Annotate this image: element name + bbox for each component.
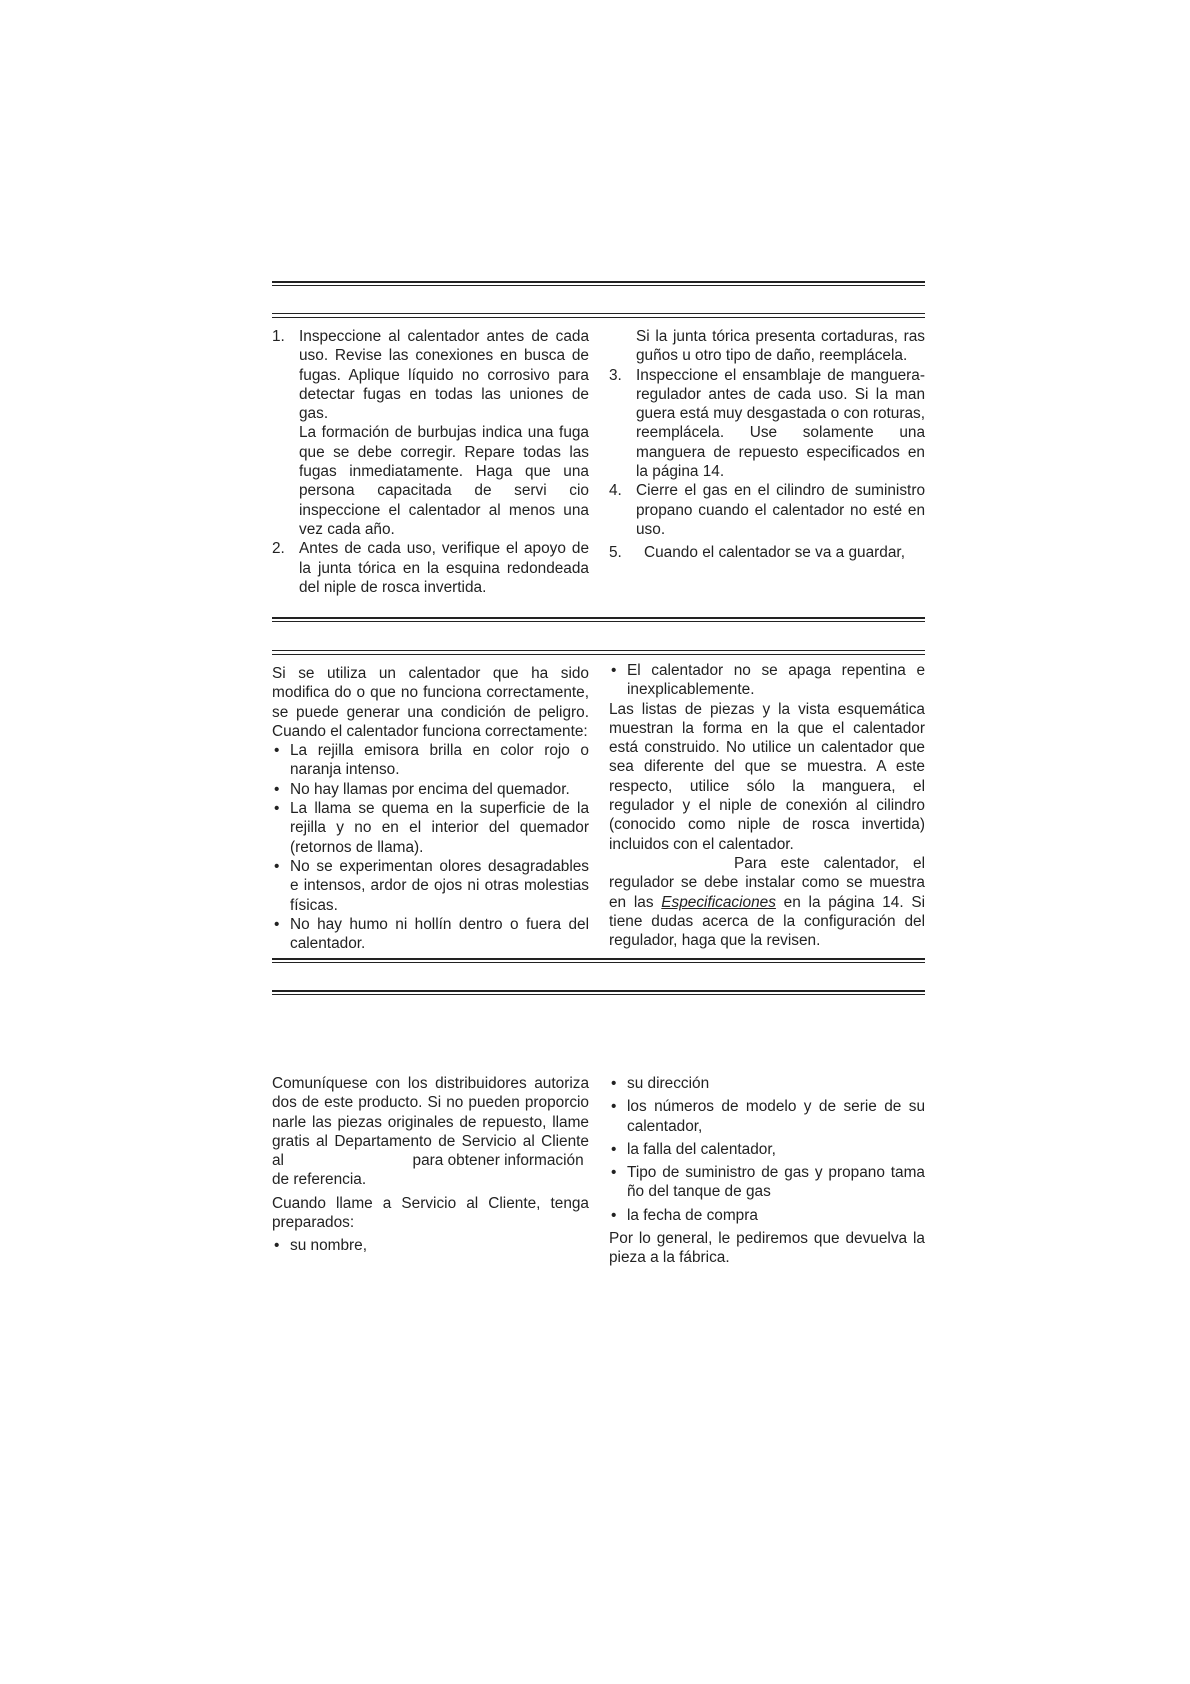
- item-text: Antes de cada uso, verifique el apoyo de la junta tórica en la esquina redondeada del niple de rosca invertida.: [299, 540, 589, 596]
- list-item: [609, 1206, 925, 1225]
- list-item: [272, 539, 589, 597]
- call-paragraph: Cuando llame a Servicio al Cliente, tenga preparados:: [272, 1194, 589, 1232]
- section-rule-2: [272, 313, 925, 318]
- list-item: [609, 1163, 925, 1202]
- bullet-icon: •: [274, 742, 280, 760]
- bullet-text: su dirección: [627, 1075, 710, 1092]
- contact-text-c: de referencia.: [272, 1171, 367, 1189]
- section-rule-1: [272, 281, 925, 286]
- section2-left-column: [272, 664, 589, 953]
- bullet-icon: •: [274, 780, 280, 798]
- continued-text: Si la junta tórica presenta cortaduras, ras guños u otro tipo de daño, reemplácela.: [636, 328, 925, 365]
- section3-left-column: [272, 1074, 589, 1256]
- regulator-text-a: Para este calentador, el regulador se debe instalar como se muestra en las: [609, 854, 925, 911]
- list-item: [272, 915, 589, 954]
- section1-right-column: [609, 327, 925, 563]
- contact-text-al: al: [272, 1152, 284, 1170]
- list-item: [272, 1236, 589, 1255]
- section1-left-column: [272, 327, 589, 597]
- bullet-icon: •: [274, 857, 280, 875]
- bullet-text: La rejilla emisora brilla en color rojo o naranja intenso.: [290, 742, 589, 779]
- section-rule-6: [272, 990, 925, 995]
- list-item: [272, 799, 589, 857]
- bullet-text: La llama se quema en la superficie de la rejilla y no en el interior del quemador (retornos de llama).: [290, 800, 589, 856]
- bullet-icon: •: [274, 1237, 280, 1255]
- bullet-icon: •: [611, 1140, 617, 1158]
- specifications-link[interactable]: Especificaciones: [661, 893, 776, 911]
- list-item: [609, 481, 925, 539]
- contact-text-a: Comuníquese con los distribuidores autoriza dos de este producto. Si no pueden proporcio narle las piezas originales de repuesto, llame gratis al Departamento de Servicio al Cliente: [272, 1075, 589, 1150]
- item-number: 4.: [609, 482, 622, 500]
- parts-paragraph: Las listas de piezas y la vista esquemática muestran la forma en la que el calentador está construido. No utilice un calentador que sea diferente del que se muestra. A este respecto, utilice sólo la manguera, el regulador y el niple de conexión al cilindro (conocido como niple de rosca invertida) incluidos con el calentador.: [609, 700, 925, 853]
- intro-paragraph: Si se utiliza un calentador que ha sido modifica do o que no funciona correctamente, se puede generar una condición de peligro. Cuando el calentador funciona correctamente:: [272, 665, 589, 740]
- section3-right-column: [609, 1074, 925, 1268]
- bullet-icon: •: [611, 1206, 617, 1224]
- list-item: [272, 780, 589, 799]
- bullet-text: los números de modelo y de serie de su calentador,: [627, 1098, 925, 1135]
- item-text: Cuando el calentador se va a guardar,: [644, 544, 905, 562]
- section-rule-3: [272, 617, 925, 622]
- bullet-text: la fecha de compra: [627, 1206, 758, 1224]
- item-number: 2.: [272, 540, 285, 558]
- list-item: [609, 1140, 925, 1159]
- item-number: 1.: [272, 328, 285, 345]
- closing-paragraph: Por lo general, le pediremos que devuelva la pieza a la fábrica.: [609, 1230, 925, 1267]
- bullet-text: la falla del calentador,: [627, 1140, 776, 1158]
- bullet-text: No hay humo ni hollín dentro o fuera del calentador.: [290, 915, 589, 953]
- item-text: Inspeccione el ensamblaje de manguera-regulador antes de cada uso. Si la man guera está muy desgastada o con roturas, reemplácela. Use solamente una manguera de repuesto especificados en la página 14.: [636, 366, 925, 481]
- bullet-text: No se experimentan olores desagradables e intensos, ardor de ojos ni otras molestias físicas.: [290, 857, 589, 914]
- list-item: [609, 661, 925, 700]
- bullet-icon: •: [611, 1075, 617, 1092]
- bullet-icon: •: [611, 662, 617, 679]
- bullet-icon: •: [274, 915, 280, 933]
- list-item: [272, 327, 589, 539]
- bullet-icon: •: [274, 800, 280, 818]
- list-item: [272, 857, 589, 915]
- contact-text-b: para obtener información: [412, 1152, 584, 1170]
- section-rule-5: [272, 958, 925, 963]
- bullet-text: El calentador no se apaga repentina e inexplicablemente.: [627, 662, 925, 699]
- item-text: Inspeccione al calentador antes de cada uso. Revise las conexiones en busca de fugas. Aplique líquido no corrosivo para detectar fugas en todas las uniones de gas.: [299, 328, 589, 423]
- list-item: [609, 366, 925, 482]
- item-text: La formación de burbujas indica una fuga que se debe corregir. Repare todas las fugas inmediatamente. Haga que una persona capacitada de servi cio inspeccione el calentador al menos una vez cada año.: [299, 424, 589, 538]
- list-item: [609, 1097, 925, 1136]
- section-rule-4: [272, 650, 925, 655]
- item-text: Cierre el gas en el cilindro de suministro propano cuando el calentador no esté en uso.: [636, 482, 925, 538]
- list-item: [609, 543, 925, 562]
- list-item: [609, 1074, 925, 1093]
- section2-right-column: [609, 661, 925, 950]
- contact-paragraph: [272, 1074, 589, 1190]
- regulator-text-b: en la página 14. Si tiene dudas acerca de la configuración del regulador, haga que la revisen.: [609, 893, 926, 950]
- bullet-icon: •: [611, 1164, 617, 1182]
- item-number: 5.: [609, 544, 622, 562]
- list-item: [272, 741, 589, 780]
- item-number: 3.: [609, 366, 622, 384]
- bullet-text: Tipo de suministro de gas y propano tama ño del tanque de gas: [627, 1164, 925, 1201]
- regulator-paragraph: [609, 854, 925, 950]
- bullet-text: No hay llamas por encima del quemador.: [290, 780, 570, 798]
- bullet-text: su nombre,: [290, 1237, 367, 1255]
- bullet-icon: •: [611, 1098, 617, 1116]
